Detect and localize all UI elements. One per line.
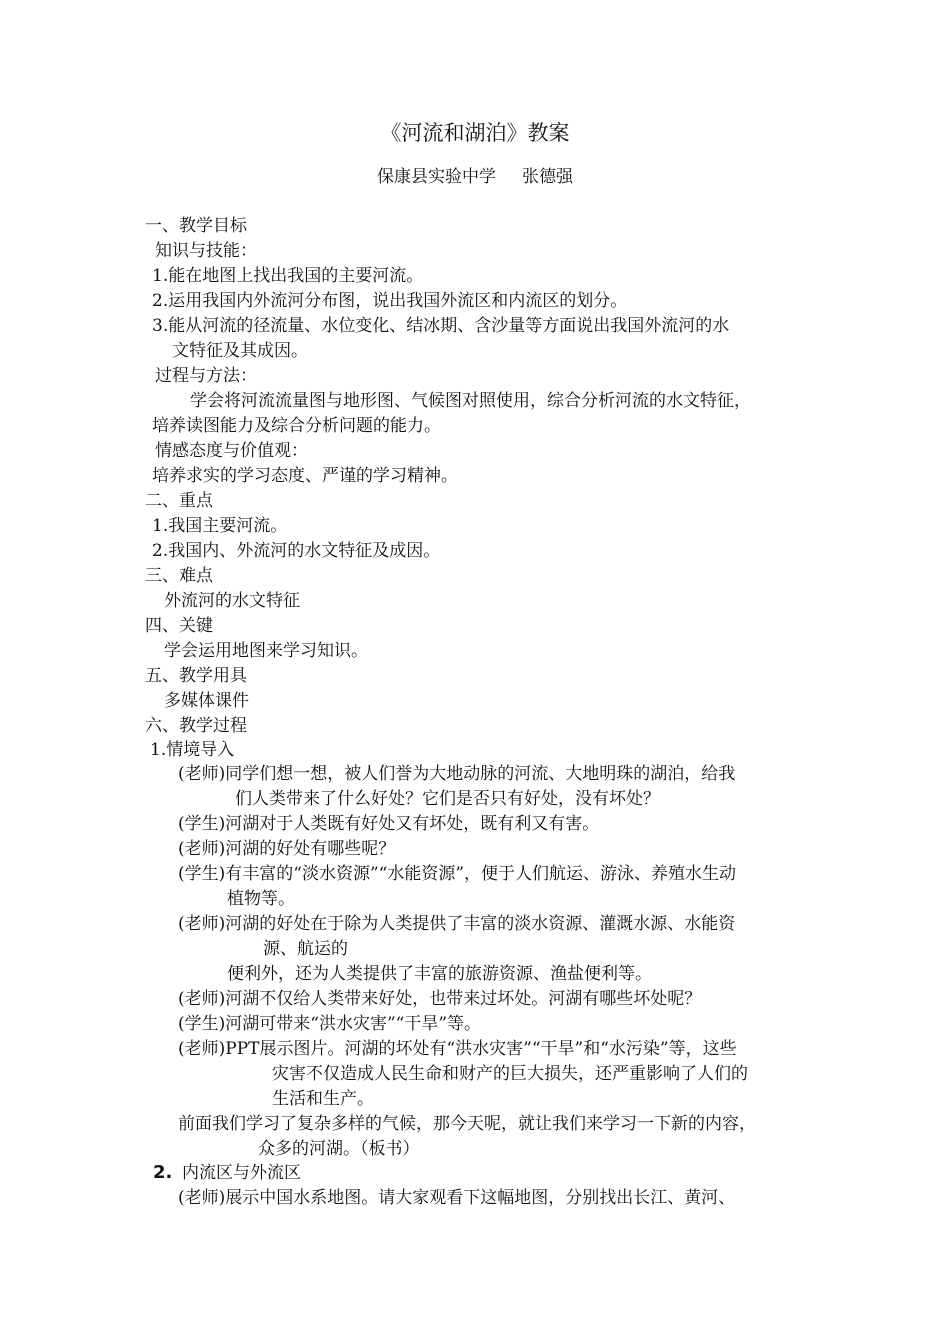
author-name: 张德强	[522, 167, 573, 187]
difficulty-text: 外流河的水文特征	[164, 591, 300, 611]
dialogue-line: (老师)河湖的好处有哪些呢？	[178, 839, 396, 859]
attitude-text: 培养求实的学习态度、严谨的学习精神。	[152, 466, 458, 486]
tools-text: 多媒体课件	[164, 691, 249, 711]
subheading-process: 过程与方法：	[155, 366, 257, 386]
key-text: 学会运用地图来学习知识。	[164, 641, 368, 661]
objective-item-2: 2.运用我国内外流河分布图，说出我国外流区和内流区的划分。	[152, 291, 628, 311]
dialogue-line: (老师)展示中国水系地图。请大家观看下这幅地图，分别找出长江、黄河、	[178, 1188, 736, 1208]
step-1-heading: 1.情境导入	[150, 740, 235, 760]
dialogue-line-cont: 源、航运的	[263, 939, 348, 959]
author-line	[0, 164, 950, 190]
objective-item-3: 3.能从河流的径流量、水位变化、结冰期、含沙量等方面说出我国外流河的水	[152, 316, 730, 336]
section-heading-objectives: 一、教学目标	[145, 216, 247, 236]
dialogue-line: (学生)河湖可带来“洪水灾害”“干旱”等。	[178, 1014, 482, 1034]
section-heading-tools: 五、教学用具	[145, 666, 247, 686]
dialogue-line: (老师)PPT展示图片。河湖的坏处有“洪水灾害”“干旱”和“水污染”等，这些	[178, 1039, 737, 1059]
dialogue-line-cont: 们人类带来了什么好处？它们是否只有好处，没有坏处？	[235, 789, 660, 809]
keypoint-item-2: 2.我国内、外流河的水文特征及成因。	[152, 541, 441, 561]
dialogue-line: (老师)河湖的好处在于除为人类提供了丰富的淡水资源、灌溉水源、水能资	[178, 914, 736, 934]
objective-item-1: 1.能在地图上找出我国的主要河流。	[152, 266, 424, 286]
section-heading-process: 六、教学过程	[145, 716, 247, 736]
transition-text-cont: 众多的河湖。（板书）	[258, 1139, 420, 1159]
dialogue-line-cont: 便利外，还为人类提供了丰富的旅游资源、渔盐便利等。	[227, 964, 652, 984]
dialogue-line-cont: 植物等。	[227, 889, 295, 909]
dialogue-line-cont: 灾害不仅造成人民生命和财产的巨大损失，还严重影响了人们的	[272, 1064, 748, 1084]
process-text-cont: 培养读图能力及综合分析问题的能力。	[152, 416, 441, 436]
dialogue-line: (学生)有丰富的“淡水资源”“水能资源”，便于人们航运、游泳、养殖水生动	[178, 864, 737, 884]
document-title: 《河流和湖泊》教案	[380, 121, 570, 145]
section-heading-key: 四、关键	[145, 616, 213, 636]
step-2-number: 2.	[153, 1162, 173, 1183]
subheading-knowledge: 知识与技能：	[155, 241, 257, 261]
subheading-attitude: 情感态度与价值观：	[155, 441, 308, 461]
dialogue-line: (老师)河湖不仅给人类带来好处，也带来过坏处。河湖有哪些坏处呢？	[178, 989, 702, 1009]
process-text: 学会将河流流量图与地形图、气候图对照使用，综合分析河流的水文特征，	[190, 391, 751, 411]
keypoint-item-1: 1.我国主要河流。	[152, 516, 288, 536]
dialogue-line: (学生)河湖对于人类既有好处又有坏处，既有利又有害。	[178, 814, 600, 834]
section-heading-difficulty: 三、难点	[145, 566, 213, 586]
transition-text: 前面我们学习了复杂多样的气候，那今天呢，就让我们来学习一下新的内容，	[178, 1114, 756, 1134]
objective-item-3-cont: 文特征及其成因。	[172, 341, 308, 361]
school-name: 保康县实验中学	[377, 167, 496, 187]
dialogue-line-cont: 生活和生产。	[272, 1089, 374, 1109]
section-heading-keypoints: 二、重点	[145, 491, 213, 511]
dialogue-line: (老师)同学们想一想，被人们誉为大地动脉的河流、大地明珠的湖泊，给我	[178, 764, 736, 784]
step-2-heading: 内流区与外流区	[182, 1163, 301, 1183]
